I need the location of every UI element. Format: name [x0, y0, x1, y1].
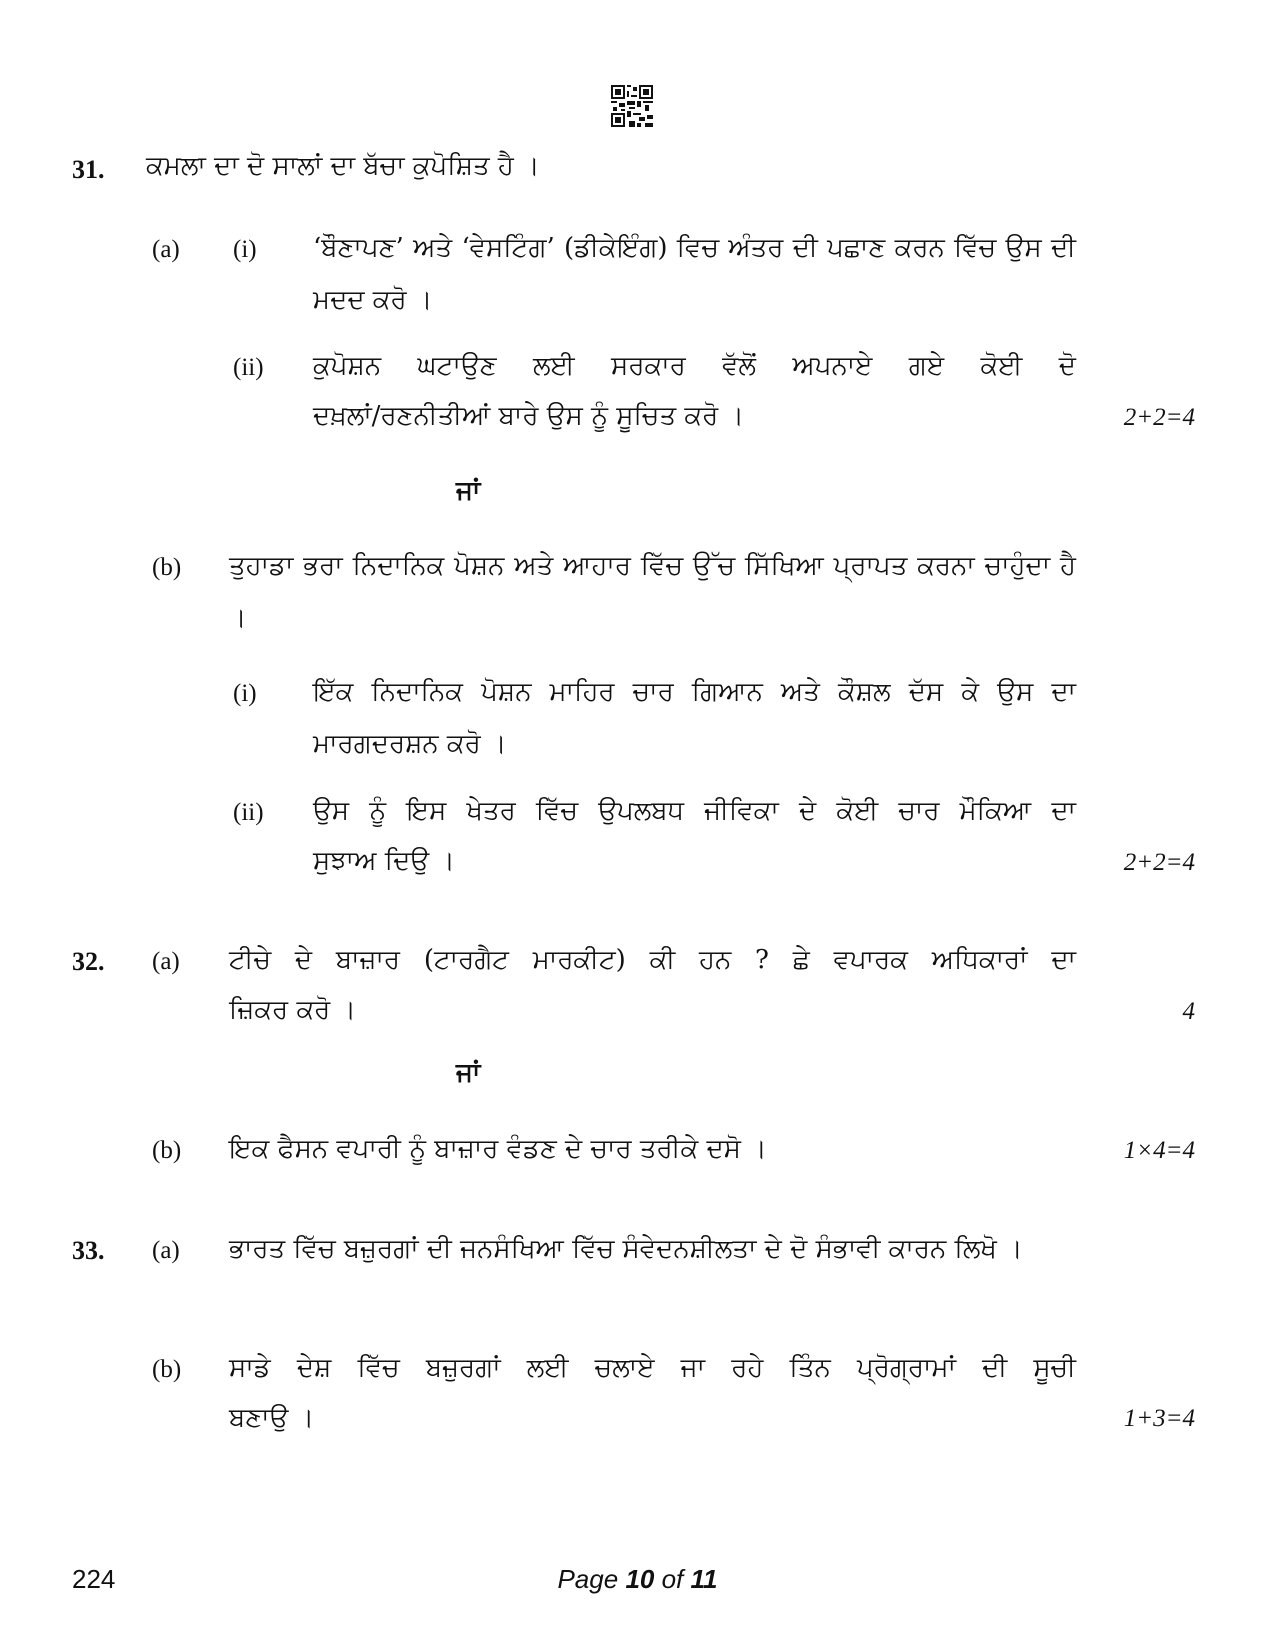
part-text-line: ਟੀਚੇ ਦੇ ਬਾਜ਼ਾਰ (ਟਾਰਗੈਟ ਮਾਰਕੀਟ) ਕੀ ਹਨ ? ਛੇ ਵਪਾਰਕ ਅਧਿਕਾਰਾਂ ਦਾ — [229, 945, 1076, 975]
part-label: (a) — [152, 236, 180, 263]
part-label: (a) — [152, 1237, 180, 1264]
marks: 1+3=4 — [1123, 1405, 1195, 1432]
part-label: (b) — [152, 1356, 182, 1383]
page-prefix: Page — [557, 1564, 619, 1594]
part-text-line: ਜ਼ਿਕਰ ਕਰੋ । — [229, 995, 357, 1025]
marks: 2+2=4 — [1123, 404, 1195, 431]
question-stem: ਕਮਲਾ ਦਾ ਦੋ ਸਾਲਾਂ ਦਾ ਬੱਚਾ ਕੁਪੋਸ਼ਿਤ ਹੈ । — [146, 151, 540, 181]
subpart-text-line: ਕੁਪੋਸ਼ਨ ਘਟਾਉਣ ਲਈ ਸਰਕਾਰ ਵੱਲੋਂ ਅਪਨਾਏ ਗਏ ਕੋਈ ਦੋ — [313, 351, 1076, 381]
page-total: 11 — [690, 1564, 718, 1594]
question-number: 31. — [72, 155, 105, 184]
part-text: ਤੁਹਾਡਾ ਭਰਾ ਨਿਦਾਨਿਕ ਪੋਸ਼ਨ ਅਤੇ ਆਹਾਰ ਵਿੱਚ ਉੱਚ ਸਿੱਖਿਆ ਪ੍ਰਾਪਤ ਕਰਨਾ ਚਾਹੁੰਦਾ ਹੈ । — [229, 551, 1076, 633]
subpart-label: (ii) — [233, 799, 264, 826]
page-of: of — [661, 1564, 684, 1594]
or-separator: ਜਾਂ — [456, 476, 481, 506]
subpart-text-line: ਦਖ਼ਲਾਂ/ਰਣਨੀਤੀਆਂ ਬਾਰੇ ਉਸ ਨੂੰ ਸੂਚਿਤ ਕਰੋ । — [313, 401, 745, 431]
marks: 2+2=4 — [1123, 849, 1195, 876]
part-text: ਭਾਰਤ ਵਿੱਚ ਬਜ਼ੁਰਗਾਂ ਦੀ ਜਨਸੰਖਿਆ ਵਿੱਚ ਸੰਵੇਦਨਸ਼ੀਲਤਾ ਦੇ ਦੋ ਸੰਭਾਵੀ ਕਾਰਨ ਲਿਖੋ । — [229, 1234, 1023, 1264]
marks: 4 — [1182, 998, 1195, 1025]
subpart-text-line: ਉਸ ਨੂੰ ਇਸ ਖੇਤਰ ਵਿੱਚ ਉਪਲਬਧ ਜੀਵਿਕਾ ਦੇ ਕੋਈ ਚਾਰ ਮੌਕਿਆ ਦਾ — [313, 796, 1076, 826]
page-current: 10 — [625, 1564, 655, 1594]
subpart-label: (ii) — [233, 354, 264, 381]
part-label: (b) — [152, 554, 182, 581]
qr-code-icon — [611, 85, 653, 127]
or-separator: ਜਾਂ — [456, 1058, 481, 1088]
subpart-label: (i) — [233, 236, 257, 263]
part-text-line: ਬਣਾਉ । — [229, 1403, 315, 1433]
subpart-text: ‘ਬੌਣਾਪਣ’ ਅਤੇ ‘ਵੇਸਟਿੰਗ’ (ਡੀਕੇਇੰਗ) ਵਿਚ ਅੰਤਰ ਦੀ ਪਛਾਣ ਕਰਨ ਵਿੱਚ ਉਸ ਦੀ ਮਦਦ ਕਰੋ । — [313, 233, 1076, 315]
subpart-label: (i) — [233, 680, 257, 707]
part-label: (b) — [152, 1137, 182, 1164]
paper-code: 224 — [72, 1564, 116, 1594]
question-number: 33. — [72, 1236, 105, 1265]
part-label: (a) — [152, 948, 180, 975]
question-number: 32. — [72, 947, 105, 976]
subpart-text-line: ਸੁਝਾਅ ਦਿਉ । — [313, 846, 455, 876]
part-text: ਇਕ ਫੈਸਨ ਵਪਾਰੀ ਨੂੰ ਬਾਜ਼ਾਰ ਵੰਡਣ ਦੇ ਚਾਰ ਤਰੀਕੇ ਦਸੋ । — [229, 1134, 767, 1164]
part-text-line: ਸਾਡੇ ਦੇਸ਼ ਵਿੱਚ ਬਜ਼ੁਰਗਾਂ ਲਈ ਚਲਾਏ ਜਾ ਰਹੇ ਤਿੰਨ ਪ੍ਰੋਗ੍ਰਾਮਾਂ ਦੀ ਸੂਚੀ — [229, 1353, 1076, 1383]
subpart-text: ਇੱਕ ਨਿਦਾਨਿਕ ਪੋਸ਼ਨ ਮਾਹਿਰ ਚਾਰ ਗਿਆਨ ਅਤੇ ਕੌਸ਼ਲ ਦੱਸ ਕੇ ਉਸ ਦਾ ਮਾਰਗਦਰਸ਼ਨ ਕਰੋ । — [313, 677, 1076, 759]
marks: 1×4=4 — [1123, 1137, 1195, 1164]
page-number — [0, 1564, 1275, 1595]
